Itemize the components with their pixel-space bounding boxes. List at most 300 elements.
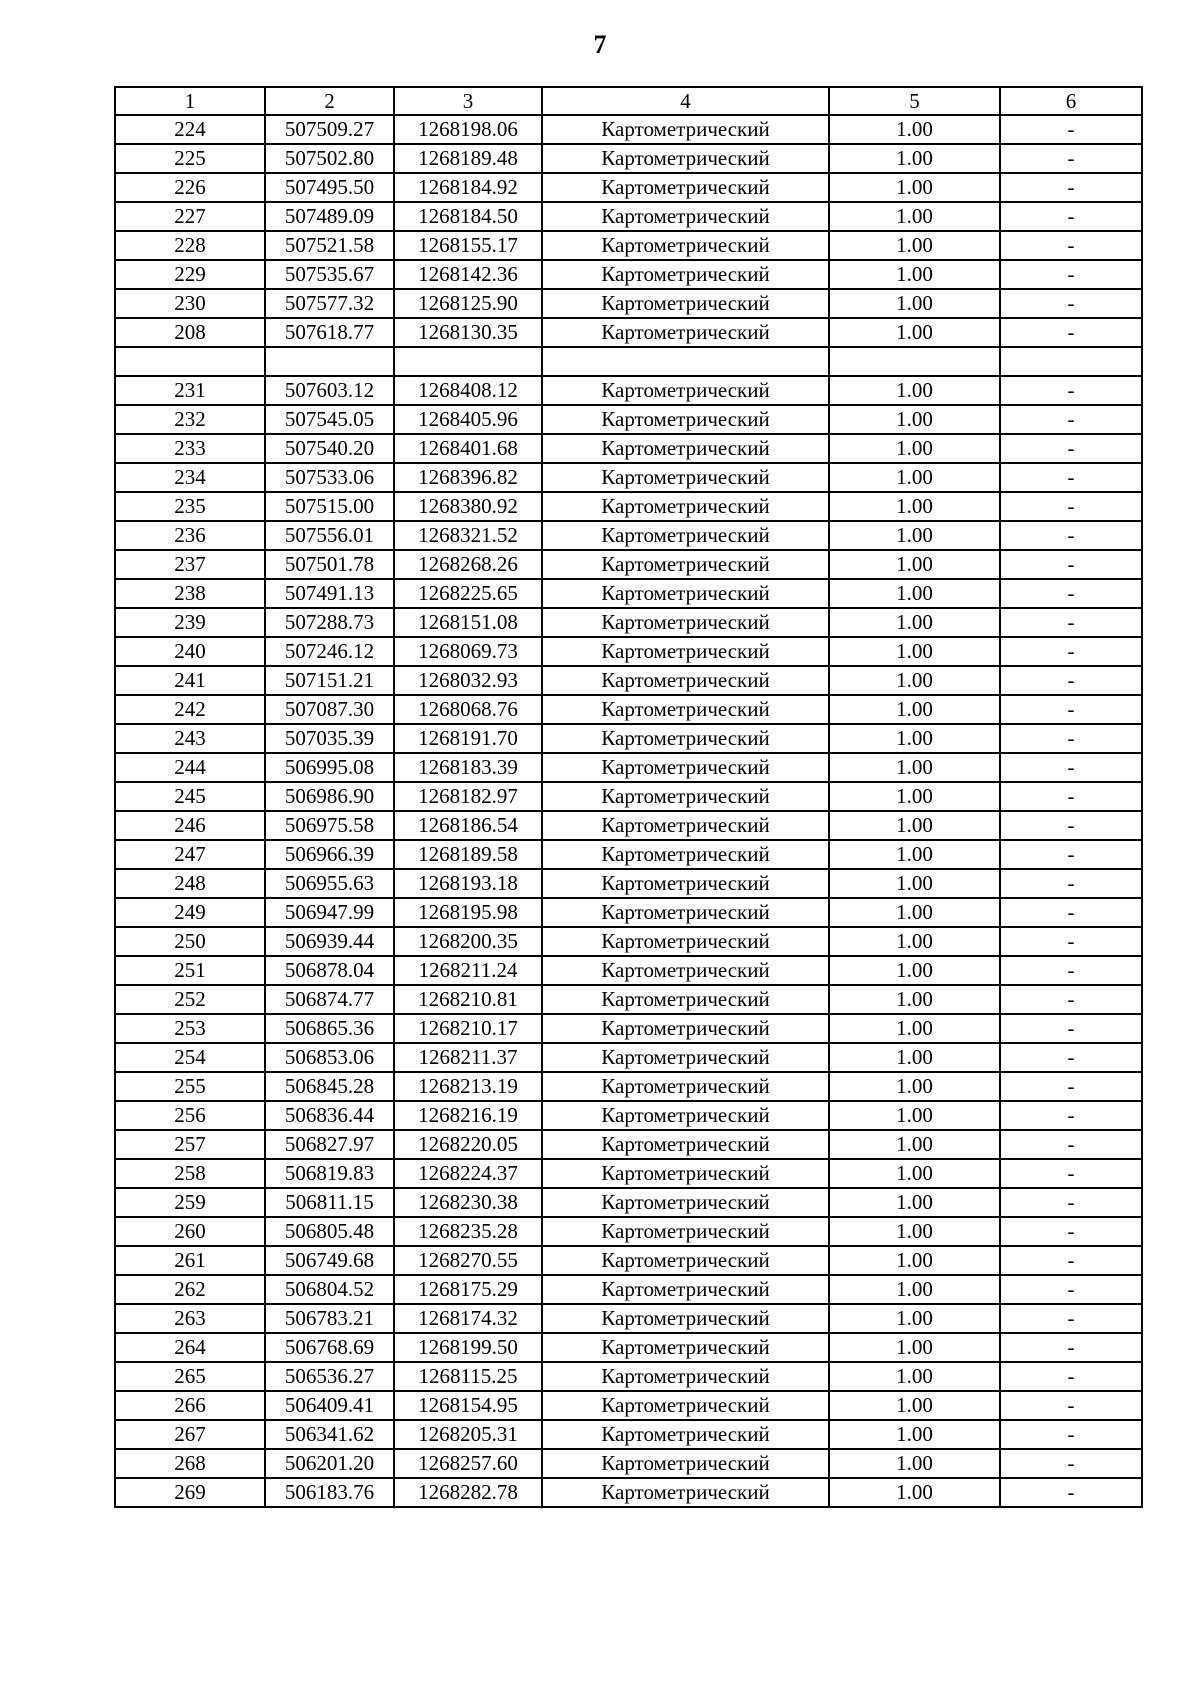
x-coordinate-cell: 506783.21 — [265, 1304, 394, 1333]
method-cell: Картометрический — [542, 840, 829, 869]
accuracy-cell: 1.00 — [829, 898, 1000, 927]
point-number-cell: 267 — [115, 1420, 265, 1449]
x-coordinate-cell: 507533.06 — [265, 463, 394, 492]
x-coordinate-cell: 506827.97 — [265, 1130, 394, 1159]
table-row — [115, 289, 1142, 318]
point-number-cell: 264 — [115, 1333, 265, 1362]
table-row — [115, 1217, 1142, 1246]
accuracy-cell: 1.00 — [829, 1101, 1000, 1130]
header-cell-5: 5 — [829, 87, 1000, 115]
table-row — [115, 1449, 1142, 1478]
method-cell: Картометрический — [542, 869, 829, 898]
point-number-cell: 263 — [115, 1304, 265, 1333]
point-number-cell: 247 — [115, 840, 265, 869]
x-coordinate-cell: 506409.41 — [265, 1391, 394, 1420]
description-cell: - — [1000, 550, 1142, 579]
y-coordinate-cell: 1268211.24 — [394, 956, 542, 985]
method-cell: Картометрический — [542, 898, 829, 927]
table-row — [115, 463, 1142, 492]
description-cell: - — [1000, 144, 1142, 173]
point-number-cell: 249 — [115, 898, 265, 927]
method-cell: Картометрический — [542, 1449, 829, 1478]
x-coordinate-cell: 507151.21 — [265, 666, 394, 695]
coordinates-table — [114, 86, 1143, 1508]
description-cell: - — [1000, 695, 1142, 724]
table-row — [115, 869, 1142, 898]
table-row — [115, 811, 1142, 840]
description-cell: - — [1000, 289, 1142, 318]
description-cell: - — [1000, 1188, 1142, 1217]
accuracy-cell: 1.00 — [829, 463, 1000, 492]
point-number-cell: 224 — [115, 115, 265, 144]
table-row — [115, 666, 1142, 695]
method-cell: Картометрический — [542, 985, 829, 1014]
description-cell: - — [1000, 492, 1142, 521]
x-coordinate-cell: 507491.13 — [265, 579, 394, 608]
y-coordinate-cell: 1268213.19 — [394, 1072, 542, 1101]
y-coordinate-cell: 1268191.70 — [394, 724, 542, 753]
method-cell: Картометрический — [542, 724, 829, 753]
y-coordinate-cell: 1268401.68 — [394, 434, 542, 463]
table-row — [115, 1246, 1142, 1275]
point-number-cell: 239 — [115, 608, 265, 637]
method-cell: Картометрический — [542, 637, 829, 666]
method-cell: Картометрический — [542, 1188, 829, 1217]
table-row — [115, 521, 1142, 550]
description-cell — [1000, 347, 1142, 376]
y-coordinate-cell: 1268175.29 — [394, 1275, 542, 1304]
x-coordinate-cell: 506995.08 — [265, 753, 394, 782]
y-coordinate-cell: 1268069.73 — [394, 637, 542, 666]
method-cell: Картометрический — [542, 695, 829, 724]
description-cell: - — [1000, 376, 1142, 405]
x-coordinate-cell: 507540.20 — [265, 434, 394, 463]
y-coordinate-cell: 1268142.36 — [394, 260, 542, 289]
table-row — [115, 724, 1142, 753]
description-cell: - — [1000, 1420, 1142, 1449]
y-coordinate-cell: 1268282.78 — [394, 1478, 542, 1507]
y-coordinate-cell: 1268154.95 — [394, 1391, 542, 1420]
table-row — [115, 637, 1142, 666]
y-coordinate-cell: 1268257.60 — [394, 1449, 542, 1478]
description-cell: - — [1000, 637, 1142, 666]
x-coordinate-cell: 506865.36 — [265, 1014, 394, 1043]
accuracy-cell: 1.00 — [829, 1420, 1000, 1449]
point-number-cell: 236 — [115, 521, 265, 550]
table-row — [115, 753, 1142, 782]
description-cell: - — [1000, 1304, 1142, 1333]
x-coordinate-cell: 506536.27 — [265, 1362, 394, 1391]
x-coordinate-cell: 507515.00 — [265, 492, 394, 521]
y-coordinate-cell — [394, 347, 542, 376]
y-coordinate-cell: 1268032.93 — [394, 666, 542, 695]
x-coordinate-cell: 507502.80 — [265, 144, 394, 173]
table-row — [115, 1420, 1142, 1449]
y-coordinate-cell: 1268211.37 — [394, 1043, 542, 1072]
accuracy-cell — [829, 347, 1000, 376]
point-number-cell: 258 — [115, 1159, 265, 1188]
y-coordinate-cell: 1268270.55 — [394, 1246, 542, 1275]
accuracy-cell: 1.00 — [829, 550, 1000, 579]
description-cell: - — [1000, 753, 1142, 782]
method-cell: Картометрический — [542, 434, 829, 463]
method-cell: Картометрический — [542, 753, 829, 782]
accuracy-cell: 1.00 — [829, 434, 1000, 463]
method-cell: Картометрический — [542, 115, 829, 144]
point-number-cell: 262 — [115, 1275, 265, 1304]
x-coordinate-cell: 506811.15 — [265, 1188, 394, 1217]
y-coordinate-cell: 1268130.35 — [394, 318, 542, 347]
method-cell: Картометрический — [542, 956, 829, 985]
method-cell: Картометрический — [542, 1159, 829, 1188]
table-row — [115, 1014, 1142, 1043]
x-coordinate-cell: 506201.20 — [265, 1449, 394, 1478]
point-number-cell: 253 — [115, 1014, 265, 1043]
method-cell: Картометрический — [542, 811, 829, 840]
x-coordinate-cell — [265, 347, 394, 376]
header-cell-6: 6 — [1000, 87, 1142, 115]
point-number-cell: 244 — [115, 753, 265, 782]
accuracy-cell: 1.00 — [829, 1159, 1000, 1188]
method-cell: Картометрический — [542, 144, 829, 173]
x-coordinate-cell: 506845.28 — [265, 1072, 394, 1101]
y-coordinate-cell: 1268183.39 — [394, 753, 542, 782]
table-row — [115, 1391, 1142, 1420]
accuracy-cell: 1.00 — [829, 811, 1000, 840]
accuracy-cell: 1.00 — [829, 927, 1000, 956]
header-row — [115, 87, 1142, 115]
method-cell: Картометрический — [542, 1275, 829, 1304]
y-coordinate-cell: 1268235.28 — [394, 1217, 542, 1246]
x-coordinate-cell: 506749.68 — [265, 1246, 394, 1275]
point-number-cell: 245 — [115, 782, 265, 811]
x-coordinate-cell: 506853.06 — [265, 1043, 394, 1072]
accuracy-cell: 1.00 — [829, 782, 1000, 811]
accuracy-cell: 1.00 — [829, 1333, 1000, 1362]
description-cell: - — [1000, 1130, 1142, 1159]
accuracy-cell: 1.00 — [829, 579, 1000, 608]
description-cell: - — [1000, 724, 1142, 753]
method-cell: Картометрический — [542, 405, 829, 434]
point-number-cell: 230 — [115, 289, 265, 318]
description-cell: - — [1000, 1391, 1142, 1420]
accuracy-cell: 1.00 — [829, 405, 1000, 434]
accuracy-cell: 1.00 — [829, 231, 1000, 260]
description-cell: - — [1000, 840, 1142, 869]
table-row — [115, 1101, 1142, 1130]
y-coordinate-cell: 1268184.92 — [394, 173, 542, 202]
description-cell: - — [1000, 1101, 1142, 1130]
accuracy-cell: 1.00 — [829, 840, 1000, 869]
accuracy-cell: 1.00 — [829, 869, 1000, 898]
table-row — [115, 840, 1142, 869]
y-coordinate-cell: 1268151.08 — [394, 608, 542, 637]
point-number-cell: 256 — [115, 1101, 265, 1130]
method-cell: Картометрический — [542, 260, 829, 289]
point-number-cell: 252 — [115, 985, 265, 1014]
x-coordinate-cell: 507545.05 — [265, 405, 394, 434]
method-cell: Картометрический — [542, 289, 829, 318]
accuracy-cell: 1.00 — [829, 318, 1000, 347]
method-cell: Картометрический — [542, 1217, 829, 1246]
point-number-cell — [115, 347, 265, 376]
y-coordinate-cell: 1268195.98 — [394, 898, 542, 927]
method-cell: Картометрический — [542, 666, 829, 695]
point-number-cell: 268 — [115, 1449, 265, 1478]
accuracy-cell: 1.00 — [829, 666, 1000, 695]
method-cell — [542, 347, 829, 376]
y-coordinate-cell: 1268216.19 — [394, 1101, 542, 1130]
table-row — [115, 1072, 1142, 1101]
point-number-cell: 237 — [115, 550, 265, 579]
table-row — [115, 1188, 1142, 1217]
method-cell: Картометрический — [542, 1391, 829, 1420]
x-coordinate-cell: 506341.62 — [265, 1420, 394, 1449]
y-coordinate-cell: 1268184.50 — [394, 202, 542, 231]
x-coordinate-cell: 506966.39 — [265, 840, 394, 869]
y-coordinate-cell: 1268205.31 — [394, 1420, 542, 1449]
table-row — [115, 376, 1142, 405]
y-coordinate-cell: 1268210.17 — [394, 1014, 542, 1043]
description-cell: - — [1000, 927, 1142, 956]
description-cell: - — [1000, 811, 1142, 840]
method-cell: Картометрический — [542, 1043, 829, 1072]
description-cell: - — [1000, 318, 1142, 347]
header-cell-1: 1 — [115, 87, 265, 115]
accuracy-cell: 1.00 — [829, 1362, 1000, 1391]
description-cell: - — [1000, 1043, 1142, 1072]
table-row — [115, 956, 1142, 985]
method-cell: Картометрический — [542, 1246, 829, 1275]
point-number-cell: 260 — [115, 1217, 265, 1246]
accuracy-cell: 1.00 — [829, 144, 1000, 173]
x-coordinate-cell: 506986.90 — [265, 782, 394, 811]
description-cell: - — [1000, 1072, 1142, 1101]
x-coordinate-cell: 507087.30 — [265, 695, 394, 724]
accuracy-cell: 1.00 — [829, 1188, 1000, 1217]
table-row — [115, 1362, 1142, 1391]
point-number-cell: 265 — [115, 1362, 265, 1391]
point-number-cell: 248 — [115, 869, 265, 898]
y-coordinate-cell: 1268189.58 — [394, 840, 542, 869]
point-number-cell: 228 — [115, 231, 265, 260]
header-cell-4: 4 — [542, 87, 829, 115]
x-coordinate-cell: 507521.58 — [265, 231, 394, 260]
method-cell: Картометрический — [542, 1478, 829, 1507]
point-number-cell: 246 — [115, 811, 265, 840]
accuracy-cell: 1.00 — [829, 521, 1000, 550]
table-row — [115, 1304, 1142, 1333]
table-row — [115, 695, 1142, 724]
description-cell: - — [1000, 463, 1142, 492]
method-cell: Картометрический — [542, 173, 829, 202]
method-cell: Картометрический — [542, 782, 829, 811]
y-coordinate-cell: 1268068.76 — [394, 695, 542, 724]
accuracy-cell: 1.00 — [829, 492, 1000, 521]
point-number-cell: 242 — [115, 695, 265, 724]
accuracy-cell: 1.00 — [829, 173, 1000, 202]
y-coordinate-cell: 1268225.65 — [394, 579, 542, 608]
table-row — [115, 115, 1142, 144]
table-row — [115, 898, 1142, 927]
x-coordinate-cell: 506768.69 — [265, 1333, 394, 1362]
table-row — [115, 550, 1142, 579]
method-cell: Картометрический — [542, 1072, 829, 1101]
accuracy-cell: 1.00 — [829, 115, 1000, 144]
table-header — [115, 87, 1142, 115]
table-row — [115, 144, 1142, 173]
table-row — [115, 202, 1142, 231]
point-number-cell: 241 — [115, 666, 265, 695]
description-cell: - — [1000, 260, 1142, 289]
y-coordinate-cell: 1268210.81 — [394, 985, 542, 1014]
x-coordinate-cell: 507618.77 — [265, 318, 394, 347]
x-coordinate-cell: 506874.77 — [265, 985, 394, 1014]
header-cell-3: 3 — [394, 87, 542, 115]
method-cell: Картометрический — [542, 318, 829, 347]
method-cell: Картометрический — [542, 231, 829, 260]
method-cell: Картометрический — [542, 492, 829, 521]
point-number-cell: 255 — [115, 1072, 265, 1101]
table-row — [115, 608, 1142, 637]
description-cell: - — [1000, 666, 1142, 695]
table-row — [115, 1333, 1142, 1362]
table-row — [115, 405, 1142, 434]
description-cell: - — [1000, 1014, 1142, 1043]
accuracy-cell: 1.00 — [829, 202, 1000, 231]
method-cell: Картометрический — [542, 579, 829, 608]
x-coordinate-cell: 507535.67 — [265, 260, 394, 289]
description-cell: - — [1000, 898, 1142, 927]
accuracy-cell: 1.00 — [829, 1275, 1000, 1304]
x-coordinate-cell: 506955.63 — [265, 869, 394, 898]
accuracy-cell: 1.00 — [829, 1391, 1000, 1420]
description-cell: - — [1000, 231, 1142, 260]
table-row — [115, 927, 1142, 956]
method-cell: Картометрический — [542, 1420, 829, 1449]
accuracy-cell: 1.00 — [829, 1217, 1000, 1246]
x-coordinate-cell: 507489.09 — [265, 202, 394, 231]
description-cell: - — [1000, 202, 1142, 231]
accuracy-cell: 1.00 — [829, 1449, 1000, 1478]
point-number-cell: 259 — [115, 1188, 265, 1217]
y-coordinate-cell: 1268199.50 — [394, 1333, 542, 1362]
x-coordinate-cell: 507035.39 — [265, 724, 394, 753]
accuracy-cell: 1.00 — [829, 985, 1000, 1014]
y-coordinate-cell: 1268268.26 — [394, 550, 542, 579]
description-cell: - — [1000, 579, 1142, 608]
point-number-cell: 235 — [115, 492, 265, 521]
point-number-cell: 226 — [115, 173, 265, 202]
point-number-cell: 261 — [115, 1246, 265, 1275]
table-row — [115, 231, 1142, 260]
description-cell: - — [1000, 405, 1142, 434]
x-coordinate-cell: 506804.52 — [265, 1275, 394, 1304]
x-coordinate-cell: 507501.78 — [265, 550, 394, 579]
accuracy-cell: 1.00 — [829, 724, 1000, 753]
table-row — [115, 347, 1142, 376]
y-coordinate-cell: 1268224.37 — [394, 1159, 542, 1188]
description-cell: - — [1000, 1217, 1142, 1246]
description-cell: - — [1000, 985, 1142, 1014]
point-number-cell: 251 — [115, 956, 265, 985]
point-number-cell: 227 — [115, 202, 265, 231]
accuracy-cell: 1.00 — [829, 260, 1000, 289]
accuracy-cell: 1.00 — [829, 695, 1000, 724]
table-row — [115, 318, 1142, 347]
y-coordinate-cell: 1268189.48 — [394, 144, 542, 173]
x-coordinate-cell: 506947.99 — [265, 898, 394, 927]
x-coordinate-cell: 507603.12 — [265, 376, 394, 405]
point-number-cell: 240 — [115, 637, 265, 666]
accuracy-cell: 1.00 — [829, 1043, 1000, 1072]
method-cell: Картометрический — [542, 1014, 829, 1043]
y-coordinate-cell: 1268155.17 — [394, 231, 542, 260]
accuracy-cell: 1.00 — [829, 1304, 1000, 1333]
accuracy-cell: 1.00 — [829, 608, 1000, 637]
accuracy-cell: 1.00 — [829, 1014, 1000, 1043]
x-coordinate-cell: 506819.83 — [265, 1159, 394, 1188]
x-coordinate-cell: 506975.58 — [265, 811, 394, 840]
method-cell: Картометрический — [542, 202, 829, 231]
description-cell: - — [1000, 173, 1142, 202]
point-number-cell: 225 — [115, 144, 265, 173]
method-cell: Картометрический — [542, 1304, 829, 1333]
description-cell: - — [1000, 1246, 1142, 1275]
description-cell: - — [1000, 434, 1142, 463]
accuracy-cell: 1.00 — [829, 1246, 1000, 1275]
point-number-cell: 250 — [115, 927, 265, 956]
method-cell: Картометрический — [542, 1333, 829, 1362]
method-cell: Картометрический — [542, 1130, 829, 1159]
y-coordinate-cell: 1268125.90 — [394, 289, 542, 318]
point-number-cell: 257 — [115, 1130, 265, 1159]
point-number-cell: 266 — [115, 1391, 265, 1420]
point-number-cell: 238 — [115, 579, 265, 608]
point-number-cell: 243 — [115, 724, 265, 753]
table-row — [115, 492, 1142, 521]
y-coordinate-cell: 1268380.92 — [394, 492, 542, 521]
point-number-cell: 208 — [115, 318, 265, 347]
table-row — [115, 1159, 1142, 1188]
x-coordinate-cell: 506939.44 — [265, 927, 394, 956]
y-coordinate-cell: 1268321.52 — [394, 521, 542, 550]
description-cell: - — [1000, 521, 1142, 550]
table-row — [115, 434, 1142, 463]
method-cell: Картометрический — [542, 376, 829, 405]
point-number-cell: 229 — [115, 260, 265, 289]
description-cell: - — [1000, 956, 1142, 985]
table-row — [115, 1275, 1142, 1304]
x-coordinate-cell: 506878.04 — [265, 956, 394, 985]
y-coordinate-cell: 1268200.35 — [394, 927, 542, 956]
point-number-cell: 254 — [115, 1043, 265, 1072]
table-row — [115, 173, 1142, 202]
method-cell: Картометрический — [542, 1362, 829, 1391]
table-row — [115, 260, 1142, 289]
y-coordinate-cell: 1268115.25 — [394, 1362, 542, 1391]
x-coordinate-cell: 507556.01 — [265, 521, 394, 550]
point-number-cell: 233 — [115, 434, 265, 463]
page-number: 7 — [593, 30, 607, 59]
accuracy-cell: 1.00 — [829, 1478, 1000, 1507]
y-coordinate-cell: 1268186.54 — [394, 811, 542, 840]
point-number-cell: 234 — [115, 463, 265, 492]
x-coordinate-cell: 507509.27 — [265, 115, 394, 144]
table-row — [115, 985, 1142, 1014]
y-coordinate-cell: 1268405.96 — [394, 405, 542, 434]
x-coordinate-cell: 507288.73 — [265, 608, 394, 637]
